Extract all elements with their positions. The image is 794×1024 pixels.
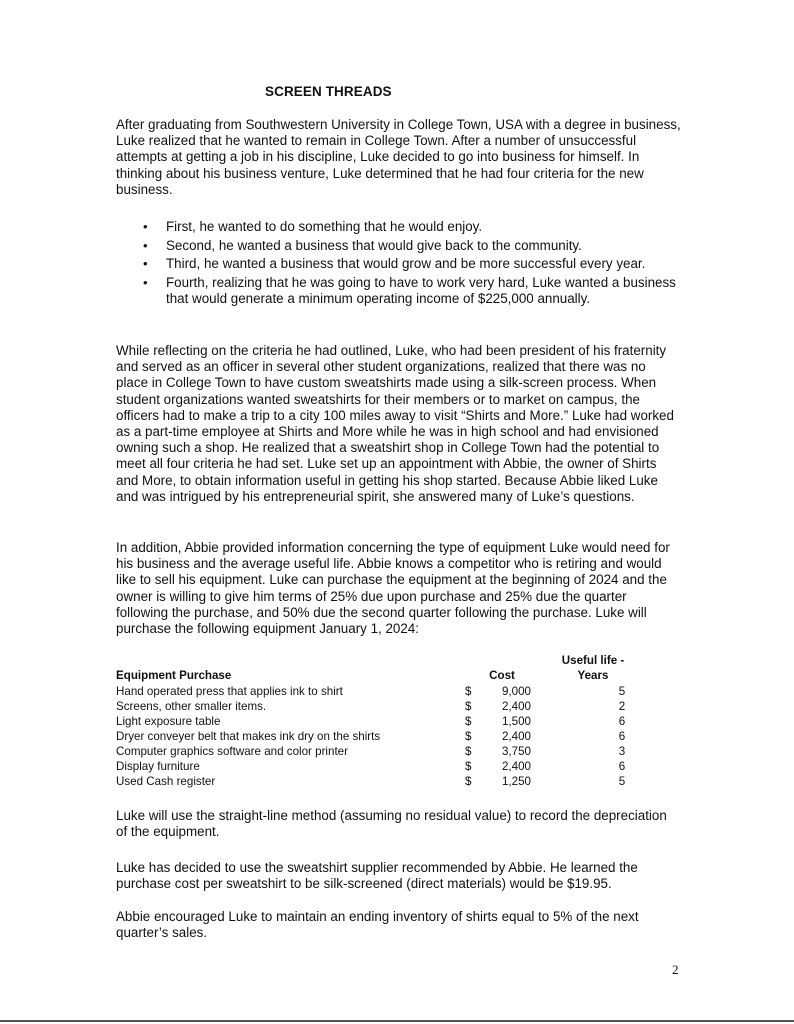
equipment-item: Computer graphics software and color printer — [116, 745, 348, 758]
equipment-cost: 1,250 — [501, 775, 531, 788]
bullet-icon: • — [143, 256, 148, 272]
criteria-list — [116, 219, 686, 310]
equipment-useful-life: 5 — [618, 685, 626, 698]
table-row — [116, 744, 636, 759]
equipment-useful-life: 5 — [618, 775, 626, 788]
table-row — [116, 774, 636, 789]
table-row — [116, 714, 636, 729]
equipment-useful-life: 6 — [618, 730, 626, 743]
equipment-useful-life: 6 — [618, 760, 626, 773]
intro-paragraph: After graduating from Southwestern University in College Town, USA with a degree in business, Luke realized that he wanted to remain in College Town. After a number of unsuccessful attempts at getting a job in his discipline, Luke decided to go into business for himself. In thinking about his business venture, Luke determined that he had four criteria for the new business. — [116, 117, 681, 197]
header-useful-life-line1: Useful life - — [561, 654, 625, 667]
currency-symbol: $ — [465, 775, 472, 788]
table-row — [116, 729, 636, 744]
equipment-useful-life: 3 — [618, 745, 626, 758]
equipment-useful-life: 2 — [618, 700, 626, 713]
page-bottom-divider — [0, 1020, 794, 1022]
bullet-icon: • — [143, 219, 148, 234]
table-row — [116, 699, 636, 714]
equipment-item: Dryer conveyer belt that makes ink dry on the shirts — [116, 730, 381, 743]
bullet-icon: • — [143, 237, 148, 253]
equipment-table-header — [116, 653, 636, 684]
equipment-cost: 2,400 — [501, 700, 531, 713]
equipment-cost: 2,400 — [501, 760, 531, 773]
equipment-item: Used Cash register — [116, 775, 216, 788]
equipment-cost: 3,750 — [501, 745, 531, 758]
header-cost: Cost — [489, 669, 515, 682]
page-number: 2 — [672, 962, 679, 977]
inventory-paragraph: Abbie encouraged Luke to maintain an ending inventory of shirts equal to 5% of the next quarter’s sales. — [116, 909, 639, 941]
list-item-text: Third, he wanted a business that would grow and be more successful every year. — [166, 256, 646, 272]
depreciation-paragraph: Luke will use the straight-line method (assuming no residual value) to record the depreciation of the equipment. — [116, 808, 667, 840]
header-useful-life — [553, 653, 633, 683]
equipment-item: Display furniture — [116, 760, 200, 773]
currency-symbol: $ — [465, 700, 472, 713]
bullet-icon: • — [143, 275, 148, 291]
list-item — [116, 275, 686, 307]
document-title: SCREEN THREADS — [265, 84, 392, 99]
list-item — [116, 219, 686, 235]
equipment-cost: 9,000 — [501, 685, 531, 698]
equipment-item: Screens, other smaller items. — [116, 700, 267, 713]
table-row — [116, 759, 636, 774]
list-item — [116, 238, 686, 254]
equipment-intro-paragraph: In addition, Abbie provided information concerning the type of equipment Luke would need for his business and the average useful life. Abbie knows a competitor who is retiring and would like to sell his equipment. Luke can purchase the equipment at the beginning of 2024 and the owner is willing to give him terms of 25% due upon purchase and 25% due the quarter following the purchase, and 50% due the second quarter following the purchase. Luke will purchase the following equipment January 1, 2024: — [116, 540, 670, 637]
list-item-text: Second, he wanted a business that would give back to the community. — [166, 237, 582, 253]
table-row — [116, 684, 636, 699]
list-item-text: First, he wanted to do something that he would enjoy. — [166, 219, 483, 234]
list-item-text: Fourth, realizing that he was going to have to work very hard, Luke wanted a business that would generate a minimum operating income of $225,000 annually. — [166, 275, 676, 307]
equipment-cost: 1,500 — [501, 715, 531, 728]
equipment-useful-life: 6 — [618, 715, 626, 728]
list-item — [116, 256, 686, 272]
currency-symbol: $ — [465, 745, 472, 758]
equipment-table — [116, 653, 636, 789]
equipment-cost: 2,400 — [501, 730, 531, 743]
currency-symbol: $ — [465, 685, 472, 698]
currency-symbol: $ — [465, 715, 472, 728]
currency-symbol: $ — [465, 760, 472, 773]
supplier-paragraph: Luke has decided to use the sweatshirt supplier recommended by Abbie. He learned the purchase cost per sweatshirt to be silk-screened (direct materials) would be $19.95. — [116, 860, 638, 892]
currency-symbol: $ — [465, 730, 472, 743]
header-useful-life-line2: Years — [577, 669, 609, 682]
background-paragraph: While reflecting on the criteria he had outlined, Luke, who had been president of his fraternity and served as an officer in several other student organizations, realized that there was no place in College Town to have custom sweatshirts made using a silk-screen process. When student organizations wanted sweatshirts for their members or to market on campus, the officers had to make a trip to a city 100 miles away to visit “Shirts and More.” Luke had worked as a part-time employee at Shirts and More while he was in high school and had envisioned owning such a shop. He realized that a sweatshirt shop in College Town had the potential to meet all four criteria he had set. Luke set up an appointment with Abbie, the owner of Shirts and More, to obtain information useful in getting his shop started. Because Abbie liked Luke and was intrigued by his entrepreneurial spirit, she answered many of Luke’s questions. — [116, 343, 674, 504]
equipment-item: Hand operated press that applies ink to shirt — [116, 685, 343, 698]
equipment-item: Light exposure table — [116, 715, 221, 728]
header-equipment-purchase: Equipment Purchase — [116, 669, 232, 682]
